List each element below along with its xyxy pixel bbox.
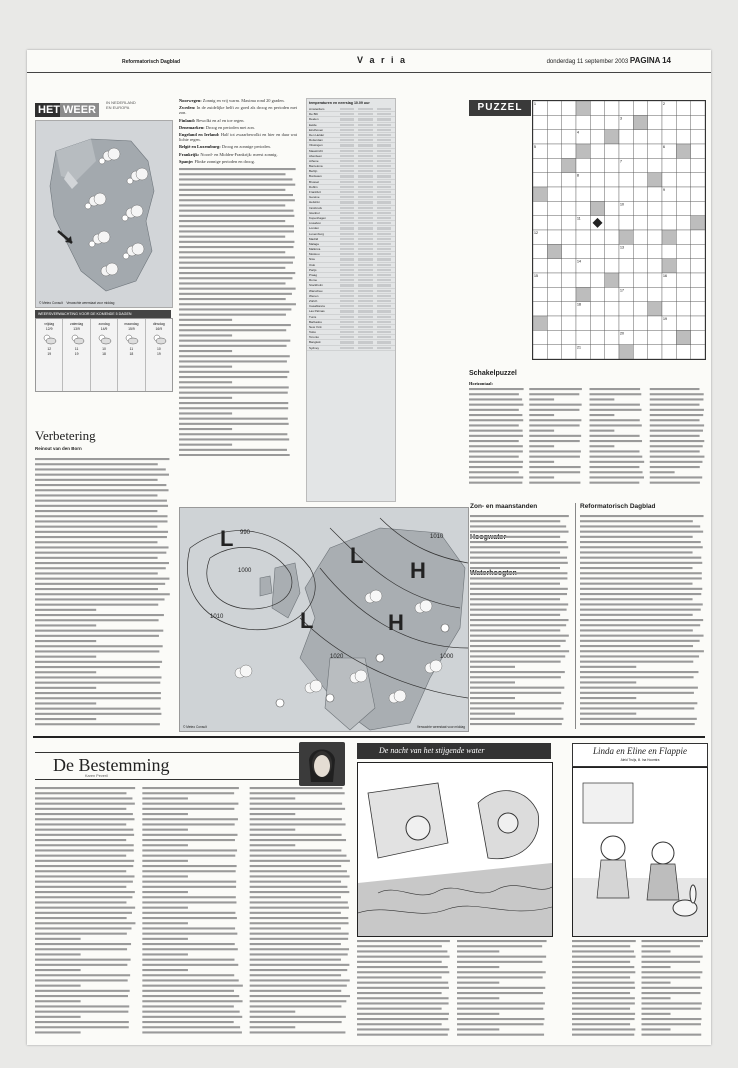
linda-comic-title: Linda en Eline en Flappie bbox=[593, 746, 687, 756]
netherlands-weather-map bbox=[35, 120, 173, 308]
table-row: Londen bbox=[307, 226, 395, 231]
map2-credit: © Meteo Consult bbox=[183, 725, 207, 729]
forecast-day: dinsdag 16/9 10 19 bbox=[146, 319, 172, 391]
crossword-grid-graphic bbox=[533, 101, 705, 359]
high-pressure-label: H bbox=[388, 610, 404, 635]
svg-text:21: 21 bbox=[577, 345, 581, 350]
table-row: Barbados bbox=[307, 320, 395, 325]
svg-text:17: 17 bbox=[620, 288, 624, 293]
verbetering-title: Verbetering bbox=[35, 428, 96, 443]
table-row: Rotterdam bbox=[307, 138, 395, 143]
svg-text:12: 12 bbox=[534, 231, 538, 235]
author-portrait bbox=[299, 742, 345, 786]
story-text-lines bbox=[35, 785, 351, 1035]
table-row: Luxemburg bbox=[307, 232, 395, 237]
svg-text:15: 15 bbox=[534, 274, 538, 278]
svg-text:19: 19 bbox=[663, 317, 667, 321]
svg-text:4: 4 bbox=[577, 130, 579, 135]
page-header bbox=[27, 50, 711, 73]
table-row: De Bilt bbox=[307, 112, 395, 117]
header-date-page: donderdag 11 september 2003 PAGINA 14 bbox=[546, 56, 671, 65]
svg-text:20: 20 bbox=[620, 331, 624, 336]
table-row: Praag bbox=[307, 273, 395, 278]
netherlands-map-graphic bbox=[36, 121, 172, 307]
linda-comic-credit: Aleid Truijs, ill. Ina Hoomtra bbox=[620, 758, 660, 762]
table-row: Lissabon bbox=[307, 221, 395, 226]
table-row: Stockholm bbox=[307, 283, 395, 288]
table-row: Barcelona bbox=[307, 164, 395, 169]
forecast-text-lines bbox=[179, 166, 297, 456]
bestemming-story-text bbox=[35, 785, 351, 1035]
table-row: Maastricht bbox=[307, 149, 395, 154]
table-row: Moskou bbox=[307, 252, 395, 257]
svg-text:990: 990 bbox=[240, 530, 251, 536]
forecast-day: maandag 15/9 11 18 bbox=[118, 319, 145, 391]
table-row: Wenen bbox=[307, 294, 395, 299]
table-row: Eelde bbox=[307, 123, 395, 128]
table-row: Berlijn bbox=[307, 169, 395, 174]
schakelpuzzel-title: Schakelpuzzel bbox=[469, 370, 517, 377]
linda-story-text bbox=[572, 938, 706, 1038]
table-row: Istanbul bbox=[307, 211, 395, 216]
table-row: Rome bbox=[307, 278, 395, 283]
svg-text:14: 14 bbox=[577, 259, 581, 264]
table-row: Parijs bbox=[307, 268, 395, 273]
svg-text:1010: 1010 bbox=[430, 534, 444, 540]
high-pressure-label: H bbox=[410, 558, 426, 583]
nacht-comic-title: De nacht van het stijgende water bbox=[357, 743, 551, 759]
table-row: Vlissingen bbox=[307, 143, 395, 148]
header-section-title: V a r i a bbox=[357, 55, 408, 65]
table-row: Helsinki bbox=[307, 200, 395, 205]
puzzel-clue-lines bbox=[469, 386, 705, 486]
table-row: Eindhoven bbox=[307, 128, 395, 133]
verbetering-article-text bbox=[35, 456, 171, 728]
nacht-comic-strip bbox=[357, 762, 553, 937]
table-row: Bangkok bbox=[307, 340, 395, 345]
svg-text:1000: 1000 bbox=[440, 654, 454, 660]
weather-logo: HET WEER IN NEDERLAND EN EUROPA bbox=[35, 100, 169, 116]
forecast-day: zondag 14/9 10 18 bbox=[91, 319, 118, 391]
svg-text:18: 18 bbox=[577, 302, 581, 307]
section-divider bbox=[33, 736, 705, 738]
table-row: Oslo bbox=[307, 263, 395, 268]
sun-cloud-icon bbox=[41, 333, 57, 345]
article-text-lines bbox=[35, 456, 171, 728]
europe-map-graphic bbox=[180, 508, 468, 731]
table-row: Zürich bbox=[307, 299, 395, 304]
table-row: Tokio bbox=[307, 330, 395, 335]
sun-cloud-icon bbox=[123, 333, 139, 345]
svg-text:11: 11 bbox=[577, 216, 581, 221]
europe-pressure-map bbox=[179, 507, 469, 732]
temperature-table-title: temperaturen en neerslag 10.09 uur bbox=[309, 101, 370, 105]
table-row: Aberdeen bbox=[307, 154, 395, 159]
svg-text:10: 10 bbox=[620, 202, 624, 207]
table-row: Warschau bbox=[307, 289, 395, 294]
svg-text:2: 2 bbox=[663, 102, 665, 106]
table-row: Nice bbox=[307, 257, 395, 262]
sun-cloud-icon bbox=[69, 333, 85, 345]
table-row: Deelen bbox=[307, 117, 395, 122]
table-row: Amsterdam bbox=[307, 107, 395, 112]
five-day-forecast bbox=[35, 318, 173, 392]
header-paper-name: Reformatorisch Dagblad bbox=[122, 59, 181, 65]
temperature-table bbox=[306, 98, 396, 502]
bestemming-author: Karen Peveril bbox=[85, 774, 108, 778]
forecast-day: zaterdag 13/9 11 19 bbox=[63, 319, 90, 391]
bestemming-header bbox=[35, 752, 319, 780]
table-row: Innsbruck bbox=[307, 206, 395, 211]
table-row: Madrid bbox=[307, 237, 395, 242]
table-row: Sydney bbox=[307, 346, 395, 351]
table-row: Casablanca bbox=[307, 304, 395, 309]
table-row: Den Helder bbox=[307, 133, 395, 138]
table-row: Genève bbox=[307, 195, 395, 200]
crossword-grid[interactable] bbox=[532, 100, 706, 360]
svg-text:1: 1 bbox=[534, 102, 536, 106]
svg-text:7: 7 bbox=[620, 159, 622, 164]
table-row: Tunis bbox=[307, 315, 395, 320]
table-row: Mallorca bbox=[307, 247, 395, 252]
bestemming-title: De Bestemming bbox=[53, 755, 170, 775]
svg-text:8: 8 bbox=[577, 173, 579, 178]
table-row: Brussel bbox=[307, 180, 395, 185]
colofon-text bbox=[580, 513, 705, 729]
low-pressure-label: L bbox=[220, 526, 234, 551]
svg-text:6: 6 bbox=[663, 145, 665, 149]
low-pressure-label: L bbox=[300, 608, 314, 633]
forecast-band: WEERSVERWACHTING VOOR DE KOMENDE 5 DAGEN bbox=[35, 310, 171, 318]
svg-text:1000: 1000 bbox=[238, 568, 252, 574]
europe-forecast-text: Noorwegen: Zonnig en vrij warm. Maxima rond 20 graden. Zweden: In de zuidelijke helft zo goed als droog en perioden met zon. Finland: Bewolkt en af en toe regen. Denemarken: Droog en perioden met zon. Engeland en Ierland: Half tot zwaarbewolkt en hier en daar wat lichte regen. België en Luxemburg: Droog en zonnige perioden. Frankrijk: Noord- en Midden-Frankrijk: meest zonnig. Spanje: Flinke zonnige perioden en droog. bbox=[179, 98, 297, 457]
svg-text:13: 13 bbox=[620, 245, 624, 250]
table-row: Frankfurt bbox=[307, 190, 395, 195]
table-row: Toronto bbox=[307, 335, 395, 340]
linda-comic-header bbox=[572, 743, 708, 767]
table-row: Athene bbox=[307, 159, 395, 164]
puzzel-logo: PUZZEL bbox=[469, 100, 531, 116]
svg-text:1010: 1010 bbox=[210, 614, 224, 620]
low-pressure-label: L bbox=[350, 543, 364, 568]
svg-text:1020: 1020 bbox=[330, 654, 344, 660]
map2-caption: Verwachte weerstaat voor middag bbox=[416, 725, 465, 729]
sun-cloud-icon bbox=[151, 333, 167, 345]
water-text-lines bbox=[470, 513, 570, 729]
linda-comic-strip bbox=[572, 767, 708, 937]
svg-text:9: 9 bbox=[663, 188, 665, 192]
water-text bbox=[470, 513, 570, 729]
table-row: Las Palmas bbox=[307, 309, 395, 314]
temperature-table-rows bbox=[307, 107, 395, 351]
table-row: Malaga bbox=[307, 242, 395, 247]
colofon-text-lines bbox=[580, 513, 705, 729]
table-row: New York bbox=[307, 325, 395, 330]
comic-drawing bbox=[358, 763, 552, 936]
linda-comic-drawing bbox=[573, 768, 707, 936]
table-row: Dublin bbox=[307, 185, 395, 190]
zon-maan-title: Zon- en maanstanden bbox=[470, 503, 538, 510]
forecast-day: vrijdag 12/9 12 19 bbox=[36, 319, 63, 391]
colofon-title: Reformatorisch Dagblad bbox=[580, 503, 656, 510]
svg-text:3: 3 bbox=[620, 116, 622, 121]
table-row: Bordeaux bbox=[307, 174, 395, 179]
table-row: Kopenhagen bbox=[307, 216, 395, 221]
newspaper-page bbox=[27, 50, 711, 1045]
verbetering-byline: Reinout van den Born bbox=[35, 446, 82, 451]
svg-text:16: 16 bbox=[663, 274, 667, 278]
puzzel-clues: Horizontaal: bbox=[469, 381, 705, 491]
nacht-story-text bbox=[357, 938, 551, 1038]
sun-cloud-icon bbox=[96, 333, 112, 345]
svg-text:5: 5 bbox=[534, 145, 536, 149]
map-credit: © Meteo Consult Verwachte weerstaat voor middag bbox=[39, 301, 115, 305]
